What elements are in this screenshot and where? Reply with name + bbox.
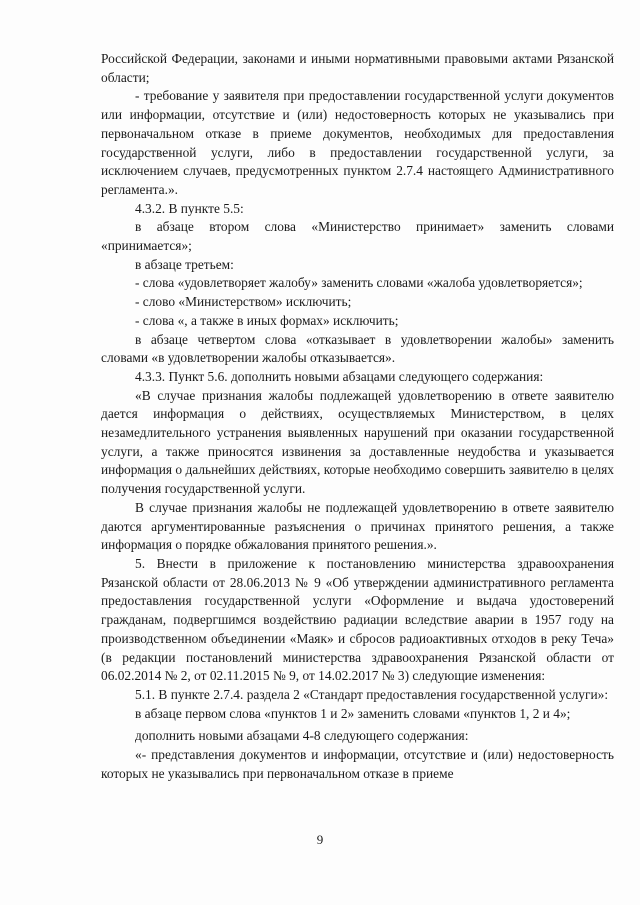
paragraph: 4.3.3. Пункт 5.6. дополнить новыми абзацами следующего содержания: bbox=[135, 368, 544, 384]
paragraph: - слова «удовлетворяет жалобу» заменить словами «жалоба удовлетворяется»; bbox=[135, 275, 583, 291]
paragraph: Российской Федерации, законами и иными нормативными правовыми актами Рязанской области; bbox=[101, 51, 614, 85]
paragraph: - слово «Министерством» исключить; bbox=[135, 294, 352, 310]
paragraph: - слова «, а также в иных формах» исключить; bbox=[135, 312, 399, 328]
paragraph: «В случае признания жалобы подлежащей удовлетворению в ответе заявителю дается информация о действиях, осуществляемых Министерством, в целях незамедлительного устранения выявленных нарушений при оказании государственной услуги, а также приносятся извинения за доставленные неудобства и указывается информация о дальнейших действиях, которые необходимо совершить заявителю в целях получения государственной услуги. bbox=[101, 387, 614, 497]
paragraph: В случае признания жалобы не подлежащей удовлетворению в ответе заявителю даются аргументированные разъяснения о причинах принятого решения, а также информация о порядке обжалования принятого решения.». bbox=[101, 499, 614, 553]
document-body bbox=[101, 50, 614, 783]
paragraph: 5.1. В пункте 2.7.4. раздела 2 «Стандарт предоставления государственной услуги»: bbox=[135, 686, 609, 702]
paragraph: в абзаце втором слова «Министерство принимает» заменить словами «принимается»; bbox=[101, 219, 614, 254]
paragraph: в абзаце третьем: bbox=[135, 256, 234, 272]
page-number: 9 bbox=[316, 832, 324, 847]
paragraph: - требование у заявителя при предоставлении государственной услуги документов или информации, отсутствие и (или) недостоверность которых не указывались при первоначальном отказе в приеме документов, необходимых для предоставления государственной услуги, либо в предоставлении государственной услуги, за исключением случаев, предусмотренных пунктом 2.7.4 настоящего Административного регламента.». bbox=[101, 88, 614, 197]
paragraph: 5. Внести в приложение к постановлению министерства здравоохранения Рязанской области от 28.06.2013 № 9 «Об утверждении административного регламента предоставления государственной услуги «Оформление и выдача удостоверений гражданам, подвергшимся воздействию радиации вследствие аварии в 1957 году на производственном объединении «Маяк» и сбросов радиоактивных отходов в реку Теча» (в редакции постановлений министерства здравоохранения Рязанской области от 06.02.2014 № 2, от 02.11.2015 № 9, от 14.02.2017 № 3) следующие изменения: bbox=[101, 555, 614, 684]
paragraph: в абзаце первом слова «пунктов 1 и 2» заменить словами «пунктов 1, 2 и 4»; bbox=[135, 705, 571, 721]
paragraph: дополнить новыми абзацами 4-8 следующего содержания: bbox=[135, 728, 469, 744]
paragraph: «- представления документов и информации, отсутствие и (или) недостоверность которых не указывались при первоначальном отказе в приеме bbox=[101, 747, 614, 781]
paragraph: в абзаце четвертом слова «отказывает в удовлетворении жалобы» заменить словами «в удовлетворении жалобы отказывается». bbox=[101, 331, 614, 366]
paragraph: 4.3.2. В пункте 5.5: bbox=[135, 200, 244, 216]
